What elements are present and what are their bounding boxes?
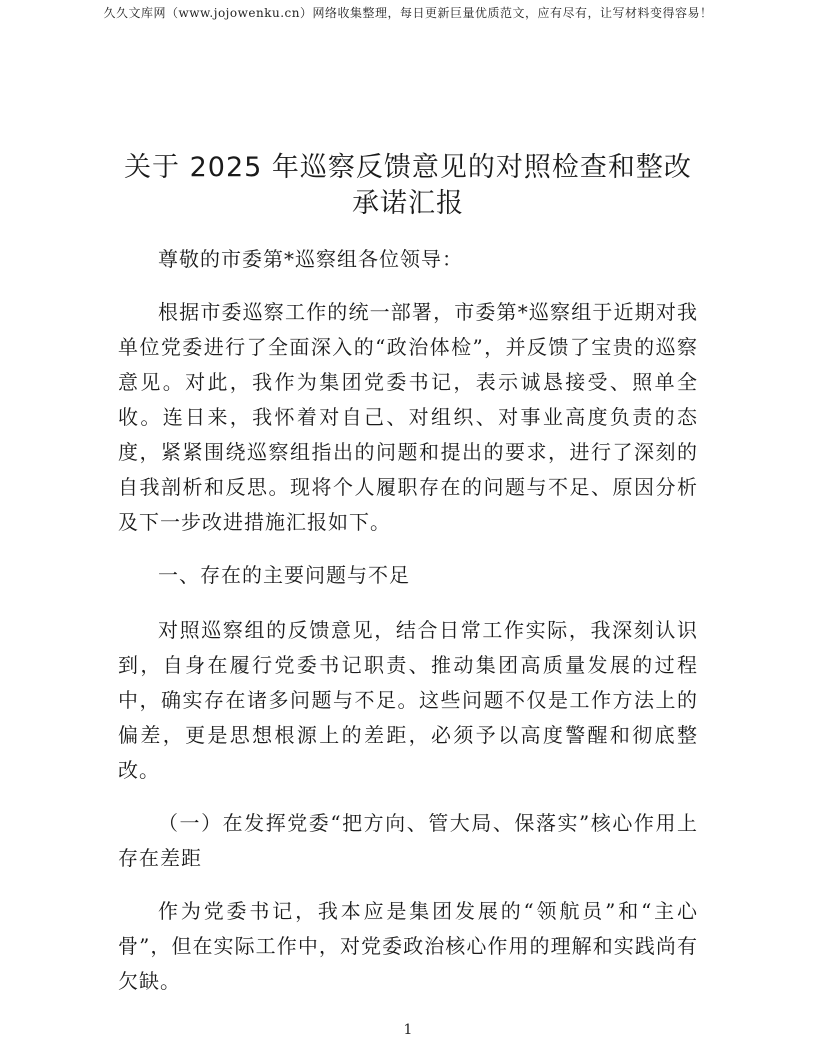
paragraph-subsection-1: 作为党委书记，我本应是集团发展的“领航员”和“主心骨”，但在实际工作中，对党委政治核心作用的理解和实践尚有欠缺。 [118, 899, 698, 993]
page-number: 1 [403, 1022, 413, 1038]
section-heading-1: 一、存在的主要问题与不足 [158, 563, 410, 587]
subsection-heading-1: （一）在发挥党委“把方向、管大局、保落实”核心作用上存在差距 [118, 811, 698, 870]
document-body [118, 150, 698, 1017]
paragraph-problems-overview: 对照巡察组的反馈意见，结合日常工作实际，我深刻认识到，自身在履行党委书记职责、推动集团高质量发展的过程中，确实存在诸多问题与不足。这些问题不仅是工作方法上的偏差，更是思想根源上的差距，必须予以高度警醒和彻底整改。 [118, 618, 698, 782]
paragraph-intro: 根据市委巡察工作的统一部署，市委第*巡察组于近期对我单位党委进行了全面深入的“政治体检”，并反馈了宝贵的巡察意见。对此，我作为集团党委书记，表示诚恳接受、照单全收。连日来，我怀着对自己、对组织、对事业高度负责的态度，紧紧围绕巡察组指出的问题和提出的要求，进行了深刻的自我剖析和反思。现将个人履职存在的问题与不足、原因分析及下一步改进措施汇报如下。 [118, 300, 698, 534]
document-title: 关于 2025 年巡察反馈意见的对照检查和整改承诺汇报 [124, 152, 692, 219]
salutation: 尊敬的市委第*巡察组各位领导： [158, 247, 463, 271]
source-header-note: 久久文库网（www.jojowenku.cn）网络收集整理，每日更新巨量优质范文，应有尽有，让写材料变得容易！ [103, 6, 713, 20]
